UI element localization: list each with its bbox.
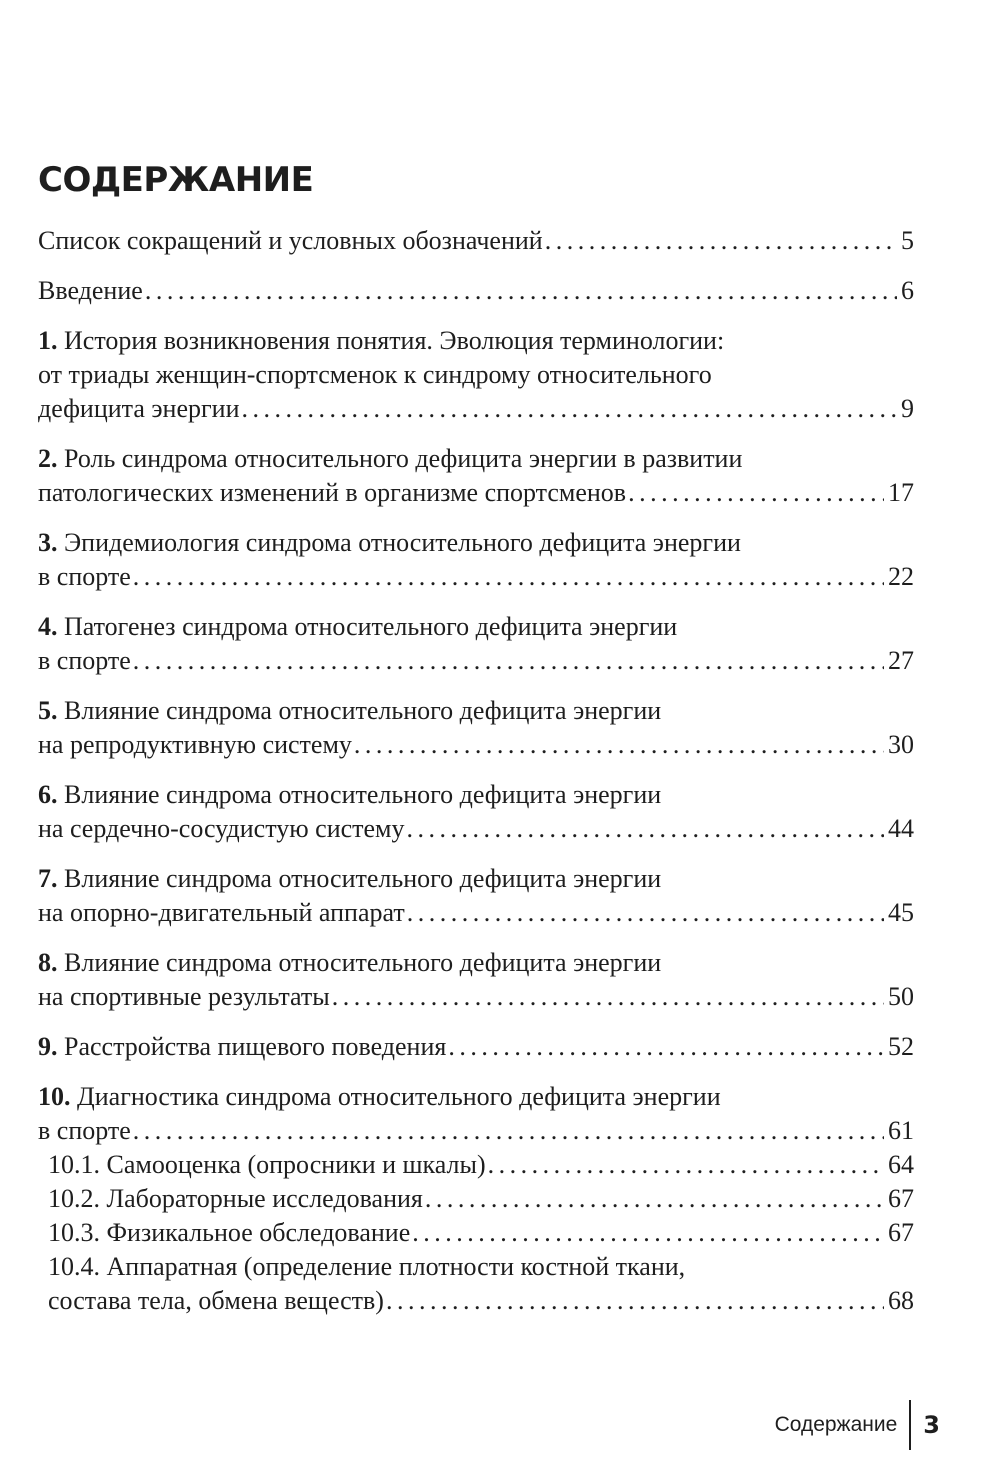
toc-entry-title: Роль синдрома относительного дефицита энергии в развитии (57, 444, 743, 473)
toc-entry-title: Введение (38, 276, 143, 305)
toc-page-number: 52 (888, 1032, 914, 1061)
toc-entry-chapter-2[interactable] (38, 442, 914, 510)
toc-page-number: 67 (888, 1218, 914, 1247)
chapter-number: 9. (38, 1032, 58, 1061)
toc-page-number: 45 (888, 898, 914, 927)
dot-leader (133, 644, 884, 678)
toc-page-number: 68 (888, 1286, 914, 1315)
toc-entry-title: Патогенез синдрома относительного дефицита энергии (57, 612, 678, 641)
chapter-number: 1. (38, 326, 58, 355)
dot-leader (133, 560, 884, 594)
toc-page-number: 50 (888, 982, 914, 1011)
toc-page-number: 9 (901, 394, 914, 423)
page-footer (775, 1400, 940, 1450)
dot-leader (425, 1182, 884, 1216)
toc-entry-title-continued: от триады женщин-спортсменок к синдрому относительного (38, 360, 712, 389)
table-of-contents (38, 224, 914, 1318)
toc-page-number: 17 (888, 478, 914, 507)
footer-section-label: Содержание (774, 1413, 898, 1436)
toc-entry-title-continued: на сердечно-сосудистую систему (38, 814, 405, 843)
toc-subentry-10-2[interactable] (38, 1182, 914, 1216)
toc-entry-title: Диагностика синдрома относительного дефицита энергии (70, 1082, 721, 1111)
toc-entry-chapter-8[interactable] (38, 946, 914, 1014)
toc-subentry-title: 10.4. Аппаратная (определение плотности костной ткани, (48, 1252, 686, 1281)
toc-entry-title-continued: патологических изменений в организме спортсменов (38, 478, 627, 507)
toc-entry-title-continued: дефицита энергии (38, 394, 240, 423)
toc-entry-title-continued: на репродуктивную систему (38, 730, 352, 759)
dot-leader (488, 1148, 884, 1182)
toc-entry-chapter-9[interactable] (38, 1030, 914, 1064)
toc-subentry-title-continued: состава тела, обмена веществ) (48, 1286, 384, 1315)
toc-page-number: 64 (888, 1150, 914, 1179)
toc-page-number: 61 (888, 1116, 914, 1145)
chapter-number: 2. (38, 444, 58, 473)
chapter-number: 8. (38, 948, 58, 977)
page-title: СОДЕРЖАНИЕ (38, 160, 314, 200)
toc-entry-abbreviations[interactable] (38, 224, 914, 258)
toc-entry-chapter-4[interactable] (38, 610, 914, 678)
toc-entry-title: Влияние синдрома относительного дефицита энергии (57, 780, 662, 809)
toc-subentry-title: 10.1. Самооценка (опросники и шкалы) (48, 1150, 486, 1179)
toc-entry-title-continued: в спорте (38, 562, 131, 591)
toc-subentry-10-4[interactable] (38, 1250, 914, 1318)
toc-page-number: 44 (888, 814, 914, 843)
toc-entry-title-continued: в спорте (38, 646, 131, 675)
toc-page-number: 30 (888, 730, 914, 759)
dot-leader (386, 1284, 884, 1318)
toc-entry-title: Эпидемиология синдрома относительного дефицита энергии (57, 528, 741, 557)
toc-subentry-title: 10.2. Лабораторные исследования (48, 1184, 423, 1213)
chapter-number: 7. (38, 864, 58, 893)
toc-page-number: 5 (901, 226, 914, 255)
toc-entry-chapter-1[interactable] (38, 324, 914, 426)
toc-entry-title: Влияние синдрома относительного дефицита энергии (57, 948, 662, 977)
toc-subentry-title: 10.3. Физикальное обследование (48, 1218, 411, 1247)
toc-entry-chapter-3[interactable] (38, 526, 914, 594)
dot-leader (332, 980, 884, 1014)
toc-entry-chapter-7[interactable] (38, 862, 914, 930)
toc-entry-title-continued: на спортивные результаты (38, 982, 330, 1011)
toc-entry-title: Влияние синдрома относительного дефицита энергии (57, 864, 662, 893)
toc-entry-introduction[interactable] (38, 274, 914, 308)
toc-entry-title: Влияние синдрома относительного дефицита энергии (57, 696, 662, 725)
chapter-number: 4. (38, 612, 58, 641)
chapter-number: 5. (38, 696, 58, 725)
toc-entry-title: Расстройства пищевого поведения (57, 1032, 447, 1061)
toc-entry-title-continued: на опорно-двигательный аппарат (38, 898, 405, 927)
dot-leader (145, 274, 897, 308)
toc-entry-title: История возникновения понятия. Эволюция терминологии: (57, 326, 725, 355)
toc-page-number: 6 (901, 276, 914, 305)
dot-leader (354, 728, 884, 762)
dot-leader (133, 1114, 884, 1148)
toc-subentry-10-1[interactable] (38, 1148, 914, 1182)
toc-page-number: 22 (888, 562, 914, 591)
dot-leader (242, 392, 898, 426)
dot-leader (628, 476, 884, 510)
chapter-number: 6. (38, 780, 58, 809)
dot-leader (448, 1030, 884, 1064)
toc-entry-chapter-10[interactable] (38, 1080, 914, 1148)
toc-page-number: 27 (888, 646, 914, 675)
footer-page-number: 3 (923, 1411, 940, 1439)
toc-entry-title-continued: в спорте (38, 1116, 131, 1145)
dot-leader (412, 1216, 884, 1250)
dot-leader (545, 224, 897, 258)
chapter-number: 10. (38, 1082, 71, 1111)
toc-subentry-10-3[interactable] (38, 1216, 914, 1250)
toc-entry-title: Список сокращений и условных обозначений (38, 226, 543, 255)
toc-entry-chapter-5[interactable] (38, 694, 914, 762)
dot-leader (407, 896, 884, 930)
toc-page-number: 67 (888, 1184, 914, 1213)
chapter-number: 3. (38, 528, 58, 557)
dot-leader (407, 812, 884, 846)
toc-entry-chapter-6[interactable] (38, 778, 914, 846)
